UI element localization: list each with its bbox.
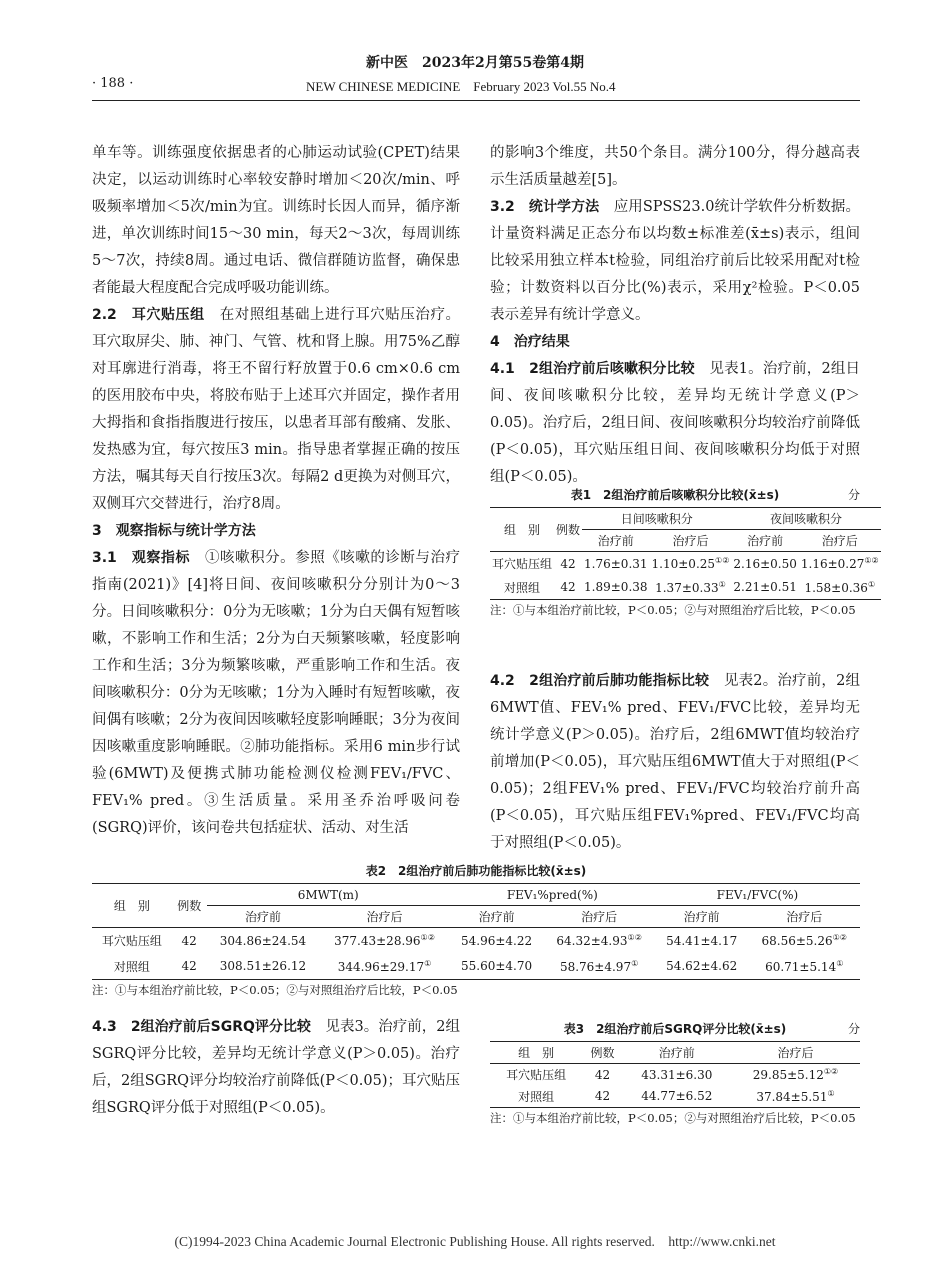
- cell-value-text: 344.96±29.17: [337, 959, 425, 974]
- cell-n: 42: [594, 1089, 611, 1104]
- cell-marker: ①②: [627, 933, 642, 943]
- table-caption-text: 表3 2组治疗前后SGRQ评分比较(x̄±s): [563, 1022, 787, 1036]
- cell-n: 42: [181, 933, 197, 948]
- table-row: [490, 1086, 860, 1108]
- cell-value: 43.31±6.30: [641, 1067, 713, 1082]
- section-heading: 3.2 统计学方法: [490, 199, 600, 215]
- right-column-lower: [490, 668, 860, 857]
- cell-n: 42: [181, 959, 197, 974]
- cell-marker: ①: [836, 958, 844, 968]
- col-n: 例数: [554, 508, 582, 552]
- copyright-footer: (C)1994-2023 China Academic Journal Electronic Publishing House. All rights reserved. http://www.cnki.net: [174, 1234, 776, 1249]
- cell-n: 42: [560, 580, 576, 595]
- left-column: [92, 140, 460, 842]
- table-2: [92, 862, 860, 1001]
- table-unit: 分: [847, 488, 860, 502]
- journal-english-title: NEW CHINESE MEDICINE February 2023 Vol.55 No.4: [306, 79, 616, 94]
- section-4-heading: 4 治疗结果: [490, 334, 570, 350]
- cell-value: 55.60±4.70: [461, 959, 533, 974]
- col-group: 组 别: [518, 1046, 555, 1060]
- cell-value-text: 1.37±0.33: [655, 580, 719, 595]
- paragraph: 的影响3个维度，共50个条目。满分100分，得分越高表示生活质量越差[5]。: [490, 145, 860, 188]
- page-number: · 188 ·: [92, 76, 134, 91]
- col-before: 治疗前: [683, 910, 720, 924]
- cell-value: [799, 552, 881, 576]
- section-heading: 4.1 2组治疗前后咳嗽积分比较: [490, 361, 695, 377]
- col-before: 治疗前: [244, 910, 281, 924]
- section-4-2: [490, 668, 860, 857]
- cell-marker: ①②: [420, 933, 435, 943]
- table-note: 注：①与本组治疗前比较，P＜0.05；②与对照组治疗后比较，P＜0.05: [490, 1111, 856, 1125]
- cell-value-text: 58.76±4.97: [559, 959, 632, 974]
- cell-value: [731, 1064, 860, 1086]
- table-row: [92, 954, 860, 980]
- table-2-grid: [92, 883, 860, 980]
- cell-value: [748, 954, 860, 980]
- cell-group: 对照组: [113, 959, 150, 974]
- section-4-3: [92, 1014, 460, 1122]
- cell-group: 耳穴贴压组: [101, 934, 162, 949]
- cell-marker: ①②: [832, 933, 847, 943]
- col-after: 治疗后: [777, 1046, 814, 1060]
- table-row: [490, 552, 881, 576]
- col-fev1-pred: FEV₁%pred(%): [450, 884, 655, 906]
- col-after: 治疗后: [821, 534, 858, 548]
- cell-marker: ①: [867, 579, 876, 589]
- paragraph: 单车等。训练强度依据患者的心肺运动试验(CPET)结果决定，以运动训练时心率较安静时增加＜20次/min、呼吸频率增加＜5次/min为宜。训练时长因人而异，循序渐进，单次训练时间15～30 min，每天2～3次，每周训练5～7次，持续8周。通过电话、微信群随访监督，确保患者能最大程度配合完成呼吸功能训练。: [92, 145, 460, 296]
- cell-marker: ①: [631, 958, 639, 968]
- cell-marker: ①: [827, 1088, 835, 1098]
- section-body: 见表1。治疗前，2组日间、夜间咳嗽积分比较，差异均无统计学意义(P＞0.05)。治疗后，2组日间、夜间咳嗽积分均较治疗前降低(P＜0.05)，耳穴贴压组日间、夜间咳嗽积分均低于对照组(P＜0.05)。: [490, 361, 861, 485]
- cell-value: 54.41±4.17: [666, 933, 738, 948]
- table-1-grid: [490, 507, 881, 600]
- cell-value-text: 68.56±5.26: [761, 934, 833, 949]
- section-4-3-block: [92, 1014, 460, 1122]
- cell-value-text: 64.32±4.93: [556, 934, 628, 949]
- col-day: 日间咳嗽积分: [582, 508, 731, 530]
- col-n: 例数: [172, 884, 207, 928]
- cell-value: 2.16±0.50: [733, 556, 797, 571]
- cell-marker: ①②: [864, 556, 879, 566]
- table-note: 注：①与本组治疗前比较，P＜0.05；②与对照组治疗后比较，P＜0.05: [92, 983, 458, 997]
- table-note: 注：①与本组治疗前比较，P＜0.05；②与对照组治疗后比较，P＜0.05: [490, 603, 856, 617]
- section-2-2: [92, 302, 460, 518]
- cell-group: 耳穴贴压组: [506, 1068, 567, 1083]
- cell-value: [319, 928, 450, 954]
- cell-marker: ①②: [715, 556, 730, 566]
- section-3-2: [490, 194, 860, 329]
- cell-value-text: 1.58±0.36: [804, 580, 868, 595]
- cell-marker: ①: [424, 958, 432, 968]
- cell-value: [319, 954, 450, 980]
- col-after: 治疗后: [786, 910, 823, 924]
- cell-group: 对照组: [504, 580, 541, 595]
- col-before: 治疗前: [658, 1046, 695, 1060]
- table-row: [490, 1064, 860, 1086]
- cell-marker: ①②: [823, 1067, 839, 1077]
- cell-value: 54.62±4.62: [666, 959, 738, 974]
- cell-value: 304.86±24.54: [219, 933, 307, 948]
- table-caption: [490, 486, 860, 503]
- table-3: [490, 1020, 860, 1129]
- cell-value: 44.77±6.52: [641, 1089, 713, 1104]
- cell-value: [748, 928, 860, 954]
- cell-group: 耳穴贴压组: [492, 557, 553, 572]
- cell-value-text: 60.71±5.14: [765, 959, 837, 974]
- cell-value: [650, 552, 732, 576]
- section-body: 应用SPSS23.0统计学软件分析数据。计量资料满足正态分布以均数±标准差(x̄±s)表示，组间比较采用独立样本t检验，同组治疗前后比较采用配对t检验；计数资料以百分比(%)表示，采用χ²检验。P＜0.05表示差异有统计学意义。: [490, 199, 860, 323]
- col-before: 治疗前: [747, 534, 784, 548]
- header-rule: [92, 100, 860, 101]
- col-before: 治疗前: [597, 534, 634, 548]
- cell-value-text: 29.85±5.12: [752, 1068, 824, 1083]
- section-heading: 4.3 2组治疗前后SGRQ评分比较: [92, 1019, 311, 1035]
- col-after: 治疗后: [581, 910, 618, 924]
- section-heading: 3.1 观察指标: [92, 550, 190, 566]
- section-3-heading: 3 观察指标与统计学方法: [92, 523, 256, 539]
- col-n: 例数: [590, 1046, 615, 1060]
- cell-value: 1.76±0.31: [584, 556, 648, 571]
- cell-value: [543, 928, 654, 954]
- cell-value: [543, 954, 654, 980]
- cell-n: 42: [594, 1067, 611, 1082]
- table-row: [92, 928, 860, 954]
- cell-value: 1.89±0.38: [584, 580, 648, 595]
- table-row: [490, 576, 881, 600]
- cell-value: 54.96±4.22: [461, 933, 533, 948]
- cell-value: 2.21±0.51: [733, 580, 797, 595]
- cell-value-text: 37.84±5.51: [756, 1089, 828, 1104]
- col-after: 治疗后: [672, 534, 709, 548]
- cell-group: 对照组: [518, 1089, 555, 1104]
- table-caption: [490, 1020, 860, 1037]
- col-before: 治疗前: [478, 910, 515, 924]
- section-body: 见表3。治疗前，2组SGRQ评分比较，差异均无统计学意义(P＞0.05)。治疗后，2组SGRQ评分均较治疗前降低(P＜0.05)；耳穴贴压组SGRQ评分低于对照组(P＜0.05)。: [92, 1019, 460, 1116]
- cell-value-text: 377.43±28.96: [334, 934, 421, 949]
- col-night: 夜间咳嗽积分: [731, 508, 880, 530]
- table-1: [490, 486, 879, 621]
- right-column: [490, 140, 860, 491]
- section-body: ①咳嗽积分。参照《咳嗽的诊断与治疗指南(2021)》[4]将日间、夜间咳嗽积分分别计为0～3分。日间咳嗽积分：0分为无咳嗽；1分为白天偶有短暂咳嗽，不影响工作和生活；2分为白天频繁咳嗽，轻度影响工作和生活；3分为频繁咳嗽，严重影响工作和生活。夜间咳嗽积分：0分为无咳嗽；1分为入睡时有短暂咳嗽，夜间偶有咳嗽；2分为夜间因咳嗽轻度影响睡眠；3分为夜间因咳嗽重度影响睡眠。②肺功能指标。采用6 min步行试验(6MWT)及便携式肺功能检测仪检测FEV₁/FVC、FEV₁% pred。③生活质量。采用圣乔治呼吸问卷(SGRQ)评价，该问卷共包括症状、活动、对生活: [92, 550, 460, 836]
- cell-value: [799, 576, 881, 600]
- col-group: 组 别: [92, 884, 172, 928]
- section-heading: 2.2 耳穴贴压组: [92, 307, 205, 323]
- col-after: 治疗后: [366, 910, 403, 924]
- table-caption-text: 表1 2组治疗前后咳嗽积分比较(x̄±s): [570, 488, 780, 502]
- table-3-grid: [490, 1041, 860, 1108]
- table-unit: 分: [847, 1022, 860, 1036]
- col-6mwt: 6MWT(m): [207, 884, 450, 906]
- col-group: 组 别: [490, 508, 554, 552]
- section-3-1: [92, 545, 460, 842]
- section-body: 在对照组基础上进行耳穴贴压治疗。耳穴取屏尖、肺、神门、气管、枕和肾上腺。用75%乙醇对耳廓进行消毒，将王不留行籽放置于0.6 cm×0.6 cm的医用胶布中央，将胶布贴于上述耳穴并固定，操作者用大拇指和食指指腹进行按压，以患者耳部有酸痛、发胀、发热感为宜，每穴按压3 min。指导患者掌握正确的按压方法，嘱其每天自行按压3次。每隔2 d更换为对侧耳穴，双侧耳穴交替进行，治疗8周。: [92, 307, 461, 512]
- table-caption: 表2 2组治疗前后肺功能指标比较(x̄±s): [365, 864, 587, 878]
- col-fev1-fvc: FEV₁/FVC(%): [655, 884, 860, 906]
- cell-value: [731, 1086, 860, 1108]
- journal-title: 新中医 2023年2月第55卷第4期: [366, 55, 584, 71]
- section-heading: 4.2 2组治疗前后肺功能指标比较: [490, 673, 710, 689]
- cell-n: 42: [560, 556, 576, 571]
- section-body: 见表2。治疗前，2组6MWT值、FEV₁% pred、FEV₁/FVC比较，差异均无统计学意义(P＞0.05)。治疗后，2组6MWT值均较治疗前增加(P＜0.05)，耳穴贴压组6MWT值大于对照组(P＜0.05)；2组FEV₁% pred、FEV₁/FVC均较治疗前升高(P＜0.05)，耳穴贴压组FEV₁%pred、FEV₁/FVC均高于对照组(P＜0.05)。: [490, 673, 861, 851]
- section-4-1: [490, 356, 860, 491]
- cell-value-text: 1.16±0.27: [800, 557, 865, 572]
- cell-value: [650, 576, 732, 600]
- cell-value: 308.51±26.12: [219, 959, 307, 974]
- cell-marker: ①: [718, 579, 726, 589]
- cell-value-text: 1.10±0.25: [651, 557, 716, 572]
